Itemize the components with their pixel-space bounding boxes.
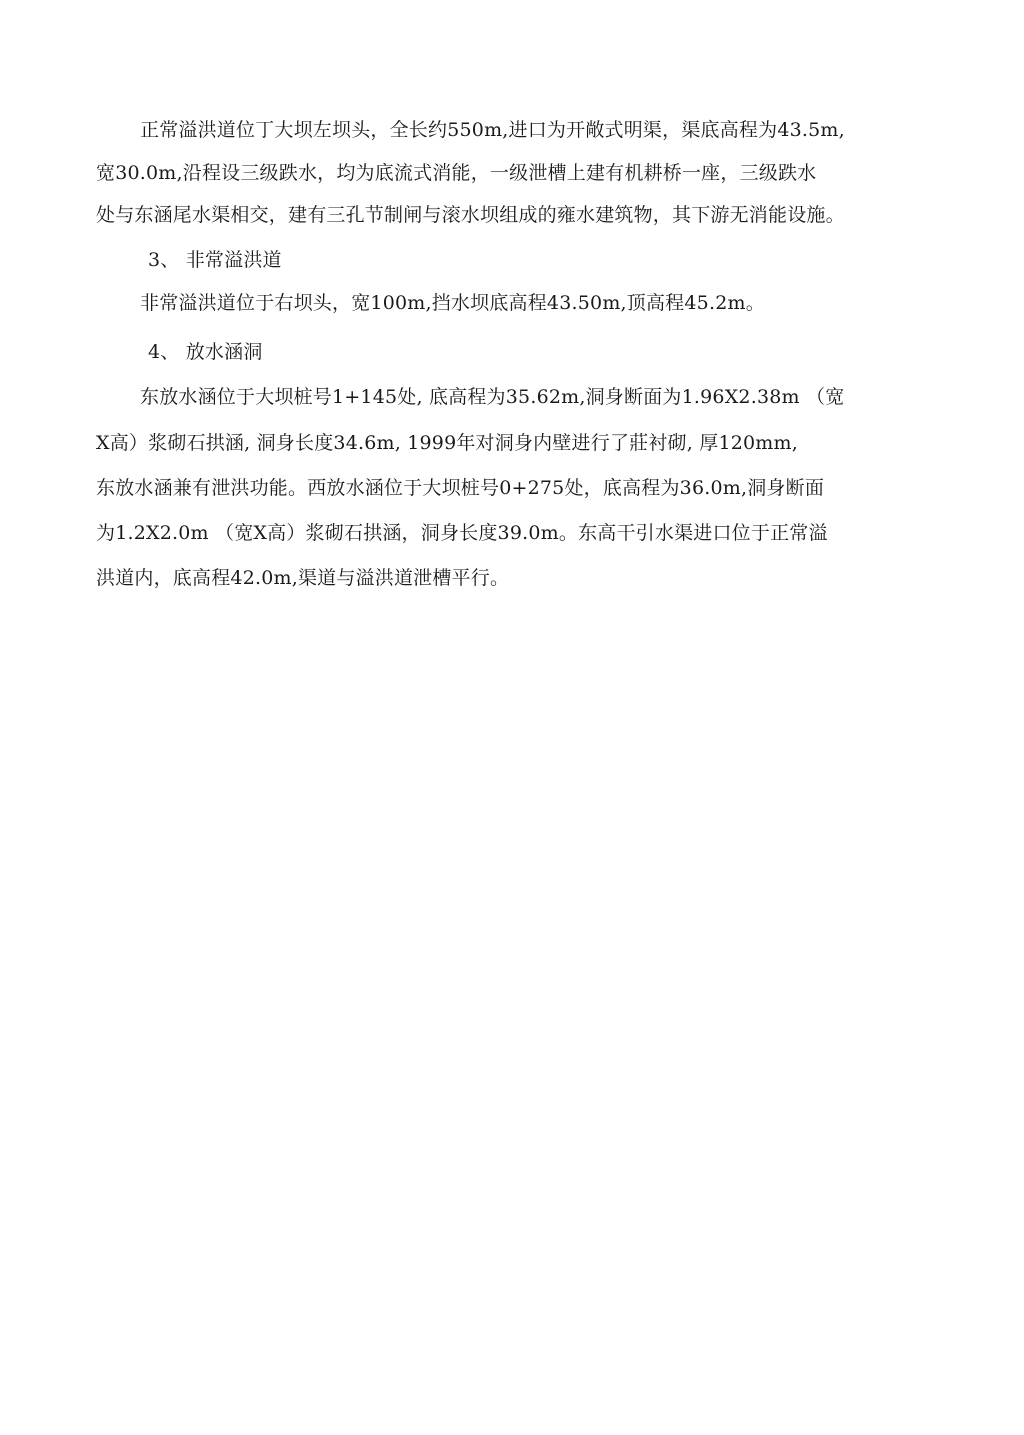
culvert-paragraph-line-4: 为1.2X2.0m （宽X高）浆砌石拱涵，洞身长度39.0m。东高干引水渠进口位于正常溢 [96,522,828,544]
section-heading-3: 3、 非常溢洪道 [148,249,282,271]
culvert-paragraph-line-1: 东放水涵位于大坝桩号1+145处, 底高程为35.62m,洞身断面为1.96X2.38m （宽 [140,386,845,408]
spillway-paragraph-line-1: 正常溢洪道位丁大坝左坝头，全长约550m,进口为开敞式明渠，渠底高程为43.5m, [140,119,845,141]
emergency-spillway-paragraph: 非常溢洪道位于右坝头，宽100m,挡水坝底高程43.50m,顶高程45.2m。 [140,292,765,314]
spillway-paragraph-line-3: 处与东涵尾水渠相交，建有三孔节制闸与滚水坝组成的雍水建筑物，其下游无消能设施。 [96,204,845,226]
section-heading-4: 4、 放水涵洞 [148,341,263,363]
spillway-paragraph-line-2: 宽30.0m,沿程设三级跌水，均为底流式消能，一级泄槽上建有机耕桥一座，三级跌水 [96,162,817,184]
culvert-paragraph-line-3: 东放水涵兼有泄洪功能。西放水涵位于大坝桩号0+275处，底高程为36.0m,洞身断面 [96,477,825,499]
culvert-paragraph-line-5: 洪道内，底高程42.0m,渠道与溢洪道泄槽平行。 [96,567,510,589]
culvert-paragraph-line-2: X高）浆砌石拱涵, 洞身长度34.6m, 1999年对洞身内壁进行了莊衬砌, 厚120mm, [96,432,798,454]
